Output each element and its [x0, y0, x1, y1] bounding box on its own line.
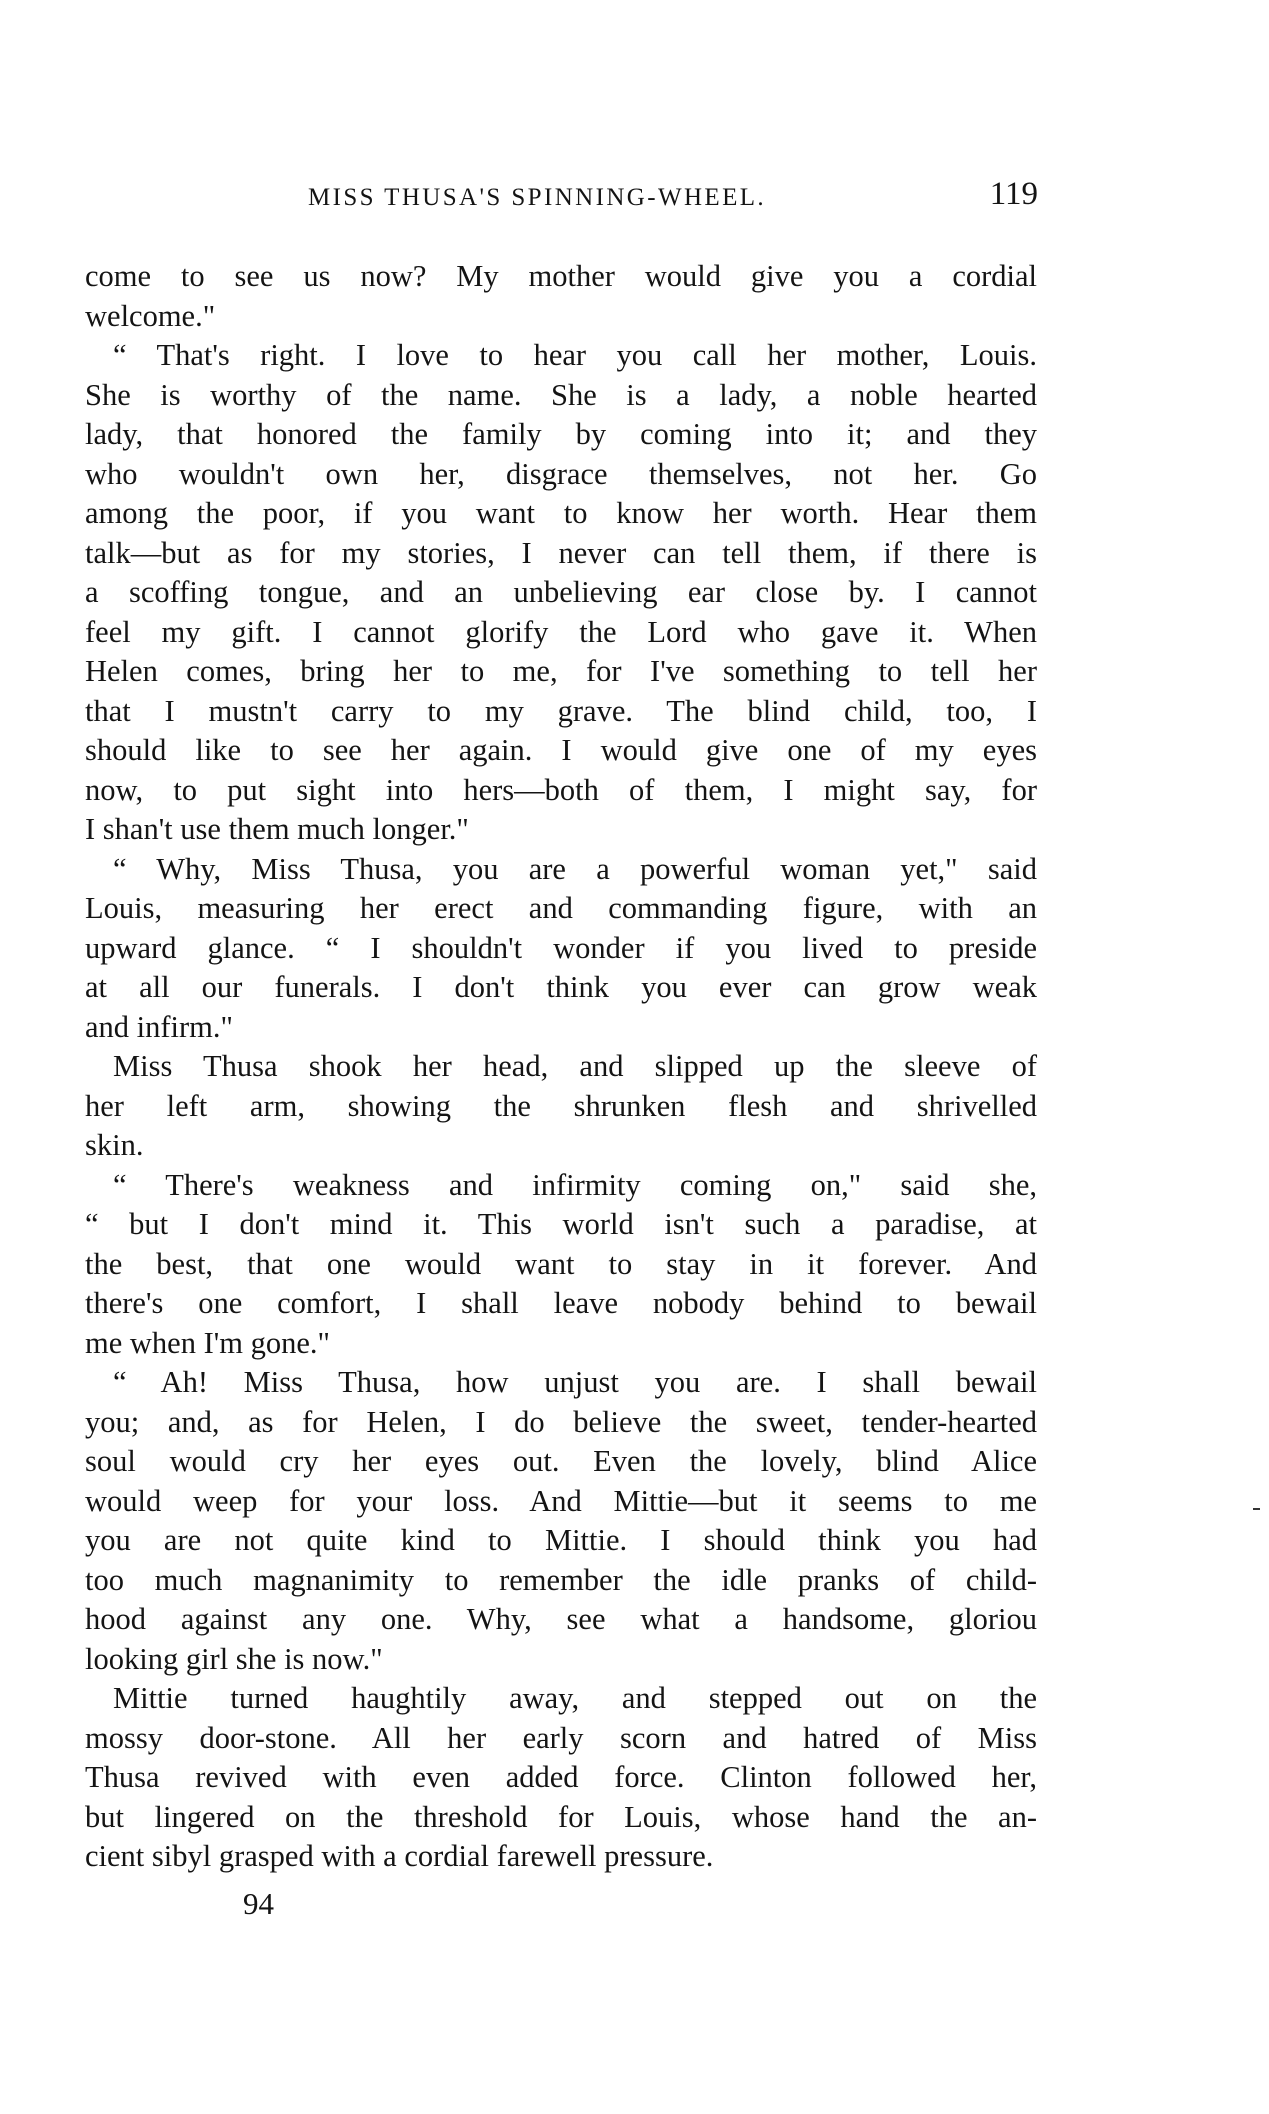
- text-line: I shan't use them much longer.": [85, 812, 469, 846]
- ink-speck: [1253, 1508, 1260, 1510]
- text-line: you; and, as for Helen, I do believe the sweet, tender-hearted: [85, 1404, 1037, 1439]
- text-line: her left arm, showing the shrunken flesh and shrivelled: [85, 1088, 1037, 1123]
- text-line: Mittie turned haughtily away, and stepped out on the: [113, 1681, 1037, 1715]
- text-line: upward glance. “ I shouldn't wonder if you lived to preside: [85, 930, 1037, 965]
- text-line: Louis, measuring her erect and commanding figure, with an: [85, 891, 1037, 925]
- text-line: “ Why, Miss Thusa, you are a powerful woman yet," said: [113, 851, 1037, 886]
- text-line: “ Ah! Miss Thusa, how unjust you are. I shall bewail: [113, 1365, 1037, 1399]
- text-line: soul would cry her eyes out. Even the lovely, blind Alice: [85, 1444, 1037, 1478]
- text-line: but lingered on the threshold for Louis, whose hand the an-: [85, 1799, 1037, 1834]
- text-line: should like to see her again. I would give one of my eyes: [85, 733, 1037, 767]
- text-line: there's one comfort, I shall leave nobody behind to bewail: [85, 1286, 1037, 1320]
- text-line: Helen comes, bring her to me, for I've something to tell her: [85, 654, 1037, 688]
- text-line: you are not quite kind to Mittie. I should think you had: [85, 1523, 1037, 1557]
- text-line: who wouldn't own her, disgrace themselves, not her. Go: [85, 456, 1037, 491]
- running-title: MISS THUSA'S SPINNING-WHEEL.: [308, 184, 767, 211]
- text-line: Miss Thusa shook her head, and slipped up the sleeve of: [113, 1049, 1037, 1083]
- text-line: looking girl she is now.": [85, 1641, 383, 1676]
- text-line: me when I'm gone.": [85, 1325, 330, 1360]
- text-line: cient sibyl grasped with a cordial farewell pressure.: [85, 1839, 714, 1873]
- text-line: talk—but as for my stories, I never can tell them, if there is: [85, 535, 1037, 570]
- text-line: a scoffing tongue, and an unbelieving ear close by. I cannot: [85, 575, 1037, 609]
- signature-mark: 94: [243, 1886, 274, 1921]
- text-line: the best, that one would want to stay in it forever. And: [85, 1246, 1037, 1281]
- text-line: would weep for your loss. And Mittie—but it seems to me: [85, 1483, 1037, 1518]
- text-line: “ There's weakness and infirmity coming on," said she,: [113, 1167, 1037, 1202]
- text-line: among the poor, if you want to know her worth. Hear them: [85, 496, 1037, 530]
- text-line: mossy door-stone. All her early scorn and hatred of Miss: [85, 1720, 1037, 1755]
- text-line: now, to put sight into hers—both of them, I might say, for: [85, 772, 1037, 807]
- text-line: hood against any one. Why, see what a handsome, gloriou: [85, 1602, 1037, 1636]
- text-line: skin.: [85, 1128, 144, 1162]
- text-line: that I mustn't carry to my grave. The blind child, too, I: [85, 693, 1037, 728]
- text-line: at all our funerals. I don't think you ever can grow weak: [85, 970, 1037, 1004]
- text-line: come to see us now? My mother would give you a cordial: [85, 259, 1037, 293]
- text-line: welcome.": [85, 298, 216, 333]
- text-line: She is worthy of the name. She is a lady, a noble hearted: [85, 377, 1037, 412]
- text-line: lady, that honored the family by coming into it; and they: [85, 417, 1037, 451]
- page-number: 119: [989, 176, 1038, 212]
- text-line: “ but I don't mind it. This world isn't such a paradise, at: [85, 1207, 1037, 1241]
- running-head: [88, 176, 1038, 220]
- text-line: Thusa revived with even added force. Clinton followed her,: [85, 1760, 1037, 1794]
- text-line: feel my gift. I cannot glorify the Lord who gave it. When: [85, 614, 1037, 649]
- text-line: too much magnanimity to remember the idle pranks of child-: [85, 1562, 1037, 1597]
- body-text: [85, 257, 1037, 1877]
- text-line: “ That's right. I love to hear you call her mother, Louis.: [113, 338, 1037, 372]
- text-line: and infirm.": [85, 1009, 233, 1044]
